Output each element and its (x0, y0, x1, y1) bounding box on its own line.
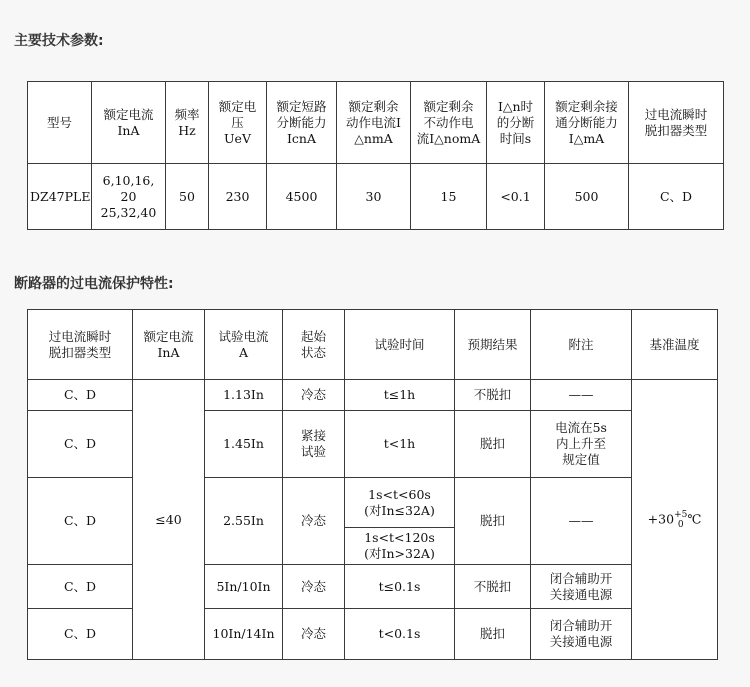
header-cell: 额定电 压 UeV (209, 82, 267, 164)
protection-characteristics-table (27, 309, 718, 660)
header-cell: 型号 (28, 82, 92, 164)
table-header-row (28, 82, 724, 164)
table-cell: 50 (166, 164, 209, 230)
table-cell: 1.45In (205, 411, 283, 478)
section-title-protection: 断路器的过电流保护特性: (14, 276, 174, 292)
table-cell: t≤0.1s (345, 565, 455, 609)
table-cell: C、D (28, 478, 133, 565)
header-cell: 额定剩余接 通分断能力 I△mA (545, 82, 629, 164)
table-cell: 230 (209, 164, 267, 230)
header-cell: 试验时间 (345, 310, 455, 380)
table-cell: C、D (28, 565, 133, 609)
table-cell: 4500 (267, 164, 337, 230)
table-cell: 10In/14In (205, 609, 283, 660)
header-cell: 过电流瞬时 脱扣器类型 (629, 82, 724, 164)
header-cell: 额定短路 分断能力 IcnA (267, 82, 337, 164)
table-cell: 脱扣 (455, 609, 531, 660)
table-cell: 500 (545, 164, 629, 230)
table-cell: 脱扣 (455, 478, 531, 565)
table-cell: —— (531, 478, 632, 565)
table-cell: 闭合辅助开 关接通电源 (531, 609, 632, 660)
header-cell: 起始 状态 (283, 310, 345, 380)
table-cell: t<1h (345, 411, 455, 478)
table-row (28, 164, 724, 230)
table-cell: 冷态 (283, 478, 345, 565)
header-cell: 额定电流 InA (92, 82, 166, 164)
table-row (28, 380, 718, 411)
rated-current-cell: ≤40 (133, 380, 205, 660)
table-cell: 冷态 (283, 380, 345, 411)
table-row (28, 609, 718, 660)
header-cell: 基准温度 (632, 310, 718, 380)
temp-lower-tolerance: 0 (677, 519, 684, 530)
temp-upper-tolerance: +5 (674, 509, 688, 520)
temp-unit: ℃ (687, 511, 702, 526)
table-cell: 不脱扣 (455, 565, 531, 609)
table-row (28, 411, 718, 478)
table-cell: 15 (411, 164, 487, 230)
table-cell: 6,10,16, 20 25,32,40 (92, 164, 166, 230)
table-cell: C、D (28, 411, 133, 478)
reference-temperature-cell (632, 380, 718, 660)
table-row (28, 565, 718, 609)
table-cell: 1.13In (205, 380, 283, 411)
section-title-tech-params: 主要技术参数: (14, 33, 104, 49)
table-row (28, 478, 718, 528)
table-cell: <0.1 (487, 164, 545, 230)
table-cell: 30 (337, 164, 411, 230)
header-cell: 试验电流 A (205, 310, 283, 380)
table-cell: 不脱扣 (455, 380, 531, 411)
table-cell: t<0.1s (345, 609, 455, 660)
table-cell: 脱扣 (455, 411, 531, 478)
table-cell: 1s<t<120s (对In>32A) (345, 528, 455, 565)
table-cell: 电流在5s 内上升至 规定值 (531, 411, 632, 478)
table-cell: 闭合辅助开 关接通电源 (531, 565, 632, 609)
header-cell: 频率 Hz (166, 82, 209, 164)
header-cell: 额定电流 InA (133, 310, 205, 380)
header-cell: 附注 (531, 310, 632, 380)
header-cell: 额定剩余 不动作电 流I△nomA (411, 82, 487, 164)
table-cell: 2.55In (205, 478, 283, 565)
table-cell: C、D (629, 164, 724, 230)
header-cell: 过电流瞬时 脱扣器类型 (28, 310, 133, 380)
table-cell: —— (531, 380, 632, 411)
table-cell: DZ47PLE (28, 164, 92, 230)
header-cell: I△n时 的分断 时间s (487, 82, 545, 164)
table-cell: C、D (28, 380, 133, 411)
table-cell: 冷态 (283, 609, 345, 660)
table-cell: 5In/10In (205, 565, 283, 609)
temp-base: +30 (647, 511, 675, 526)
header-cell: 预期结果 (455, 310, 531, 380)
table-cell: 冷态 (283, 565, 345, 609)
table-cell: 紧接 试验 (283, 411, 345, 478)
tech-params-table (27, 81, 724, 230)
table-header-row (28, 310, 718, 380)
table-cell: 1s<t<60s (对In≤32A) (345, 478, 455, 528)
table-cell: C、D (28, 609, 133, 660)
table-cell: t≤1h (345, 380, 455, 411)
header-cell: 额定剩余 动作电流I △nmA (337, 82, 411, 164)
